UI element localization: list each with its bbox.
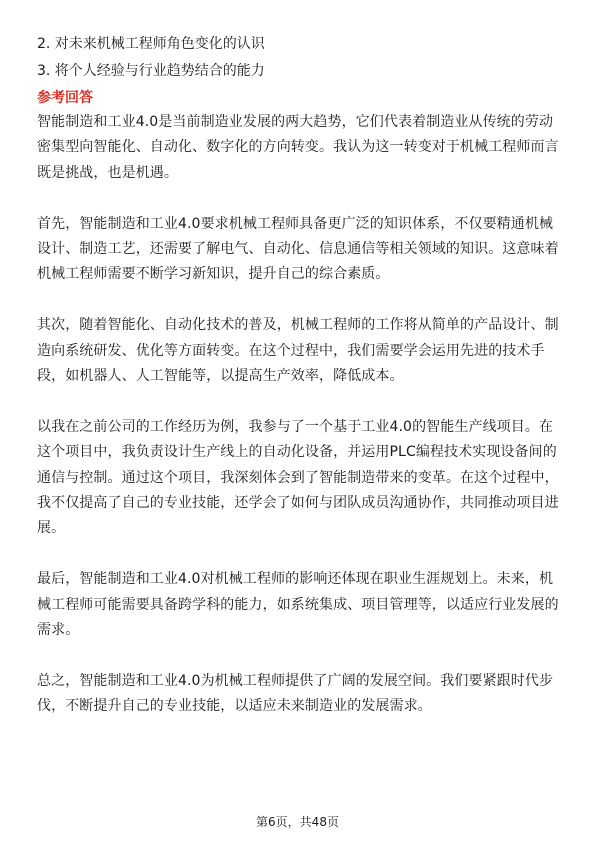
paragraph-last: 最后，智能制造和工业4.0对机械工程师的影响还体现在职业生涯规划上。未来，机械工程师可能需要具备跨学科的能力，如系统集成、项目管理等，以适应行业发展的需求。 — [37, 571, 559, 639]
paragraph-second: 其次，随着智能化、自动化技术的普及，机械工程师的工作将从简单的产品设计、制造向系统研发、优化等方面转变。在这个过程中，我们需要学会运用先进的技术手段，如机器人、人工智能等，以提高生产效率，降低成本。 — [37, 317, 559, 385]
paragraph-first: 首先，智能制造和工业4.0要求机械工程师具备更广泛的知识体系，不仅要精通机械设计、制造工艺，还需要了解电气、自动化、信息通信等相关领域的知识。这意味着机械工程师需要不断学习新知识，提升自己的综合素质。 — [37, 215, 559, 283]
paragraph-intro: 智能制造和工业4.0是当前制造业发展的两大趋势，它们代表着制造业从传统的劳动密集型向智能化、自动化、数字化的方向转变。我认为这一转变对于机械工程师而言既是挑战，也是机遇。 — [37, 114, 559, 181]
section-heading: 参考回答 — [37, 90, 93, 106]
page-footer: 第6页，共48页 — [256, 815, 339, 829]
paragraph-experience: 以我在之前公司的工作经历为例，我参与了一个基于工业4.0的智能生产线项目。在这个项目中，我负责设计生产线上的自动化设备，并运用PLC编程技术实现设备间的通信与控制。通过这个项目，我深刻体会到了智能制造带来的变革。在这个过程中，我不仅提高了自己的专业技能，还学会了如何与团队成员沟通协作，共同推动项目进展。 — [37, 418, 559, 537]
paragraph-conclusion: 总之，智能制造和工业4.0为机械工程师提供了广阔的发展空间。我们要紧跟时代步伐，不断提升自己的专业技能，以适应未来制造业的发展需求。 — [37, 672, 554, 715]
list-item-2: 2. 对未来机械工程师角色变化的认识 — [37, 36, 265, 52]
page-content — [37, 34, 561, 720]
list-item-3: 3. 将个人经验与行业趋势结合的能力 — [37, 63, 265, 79]
